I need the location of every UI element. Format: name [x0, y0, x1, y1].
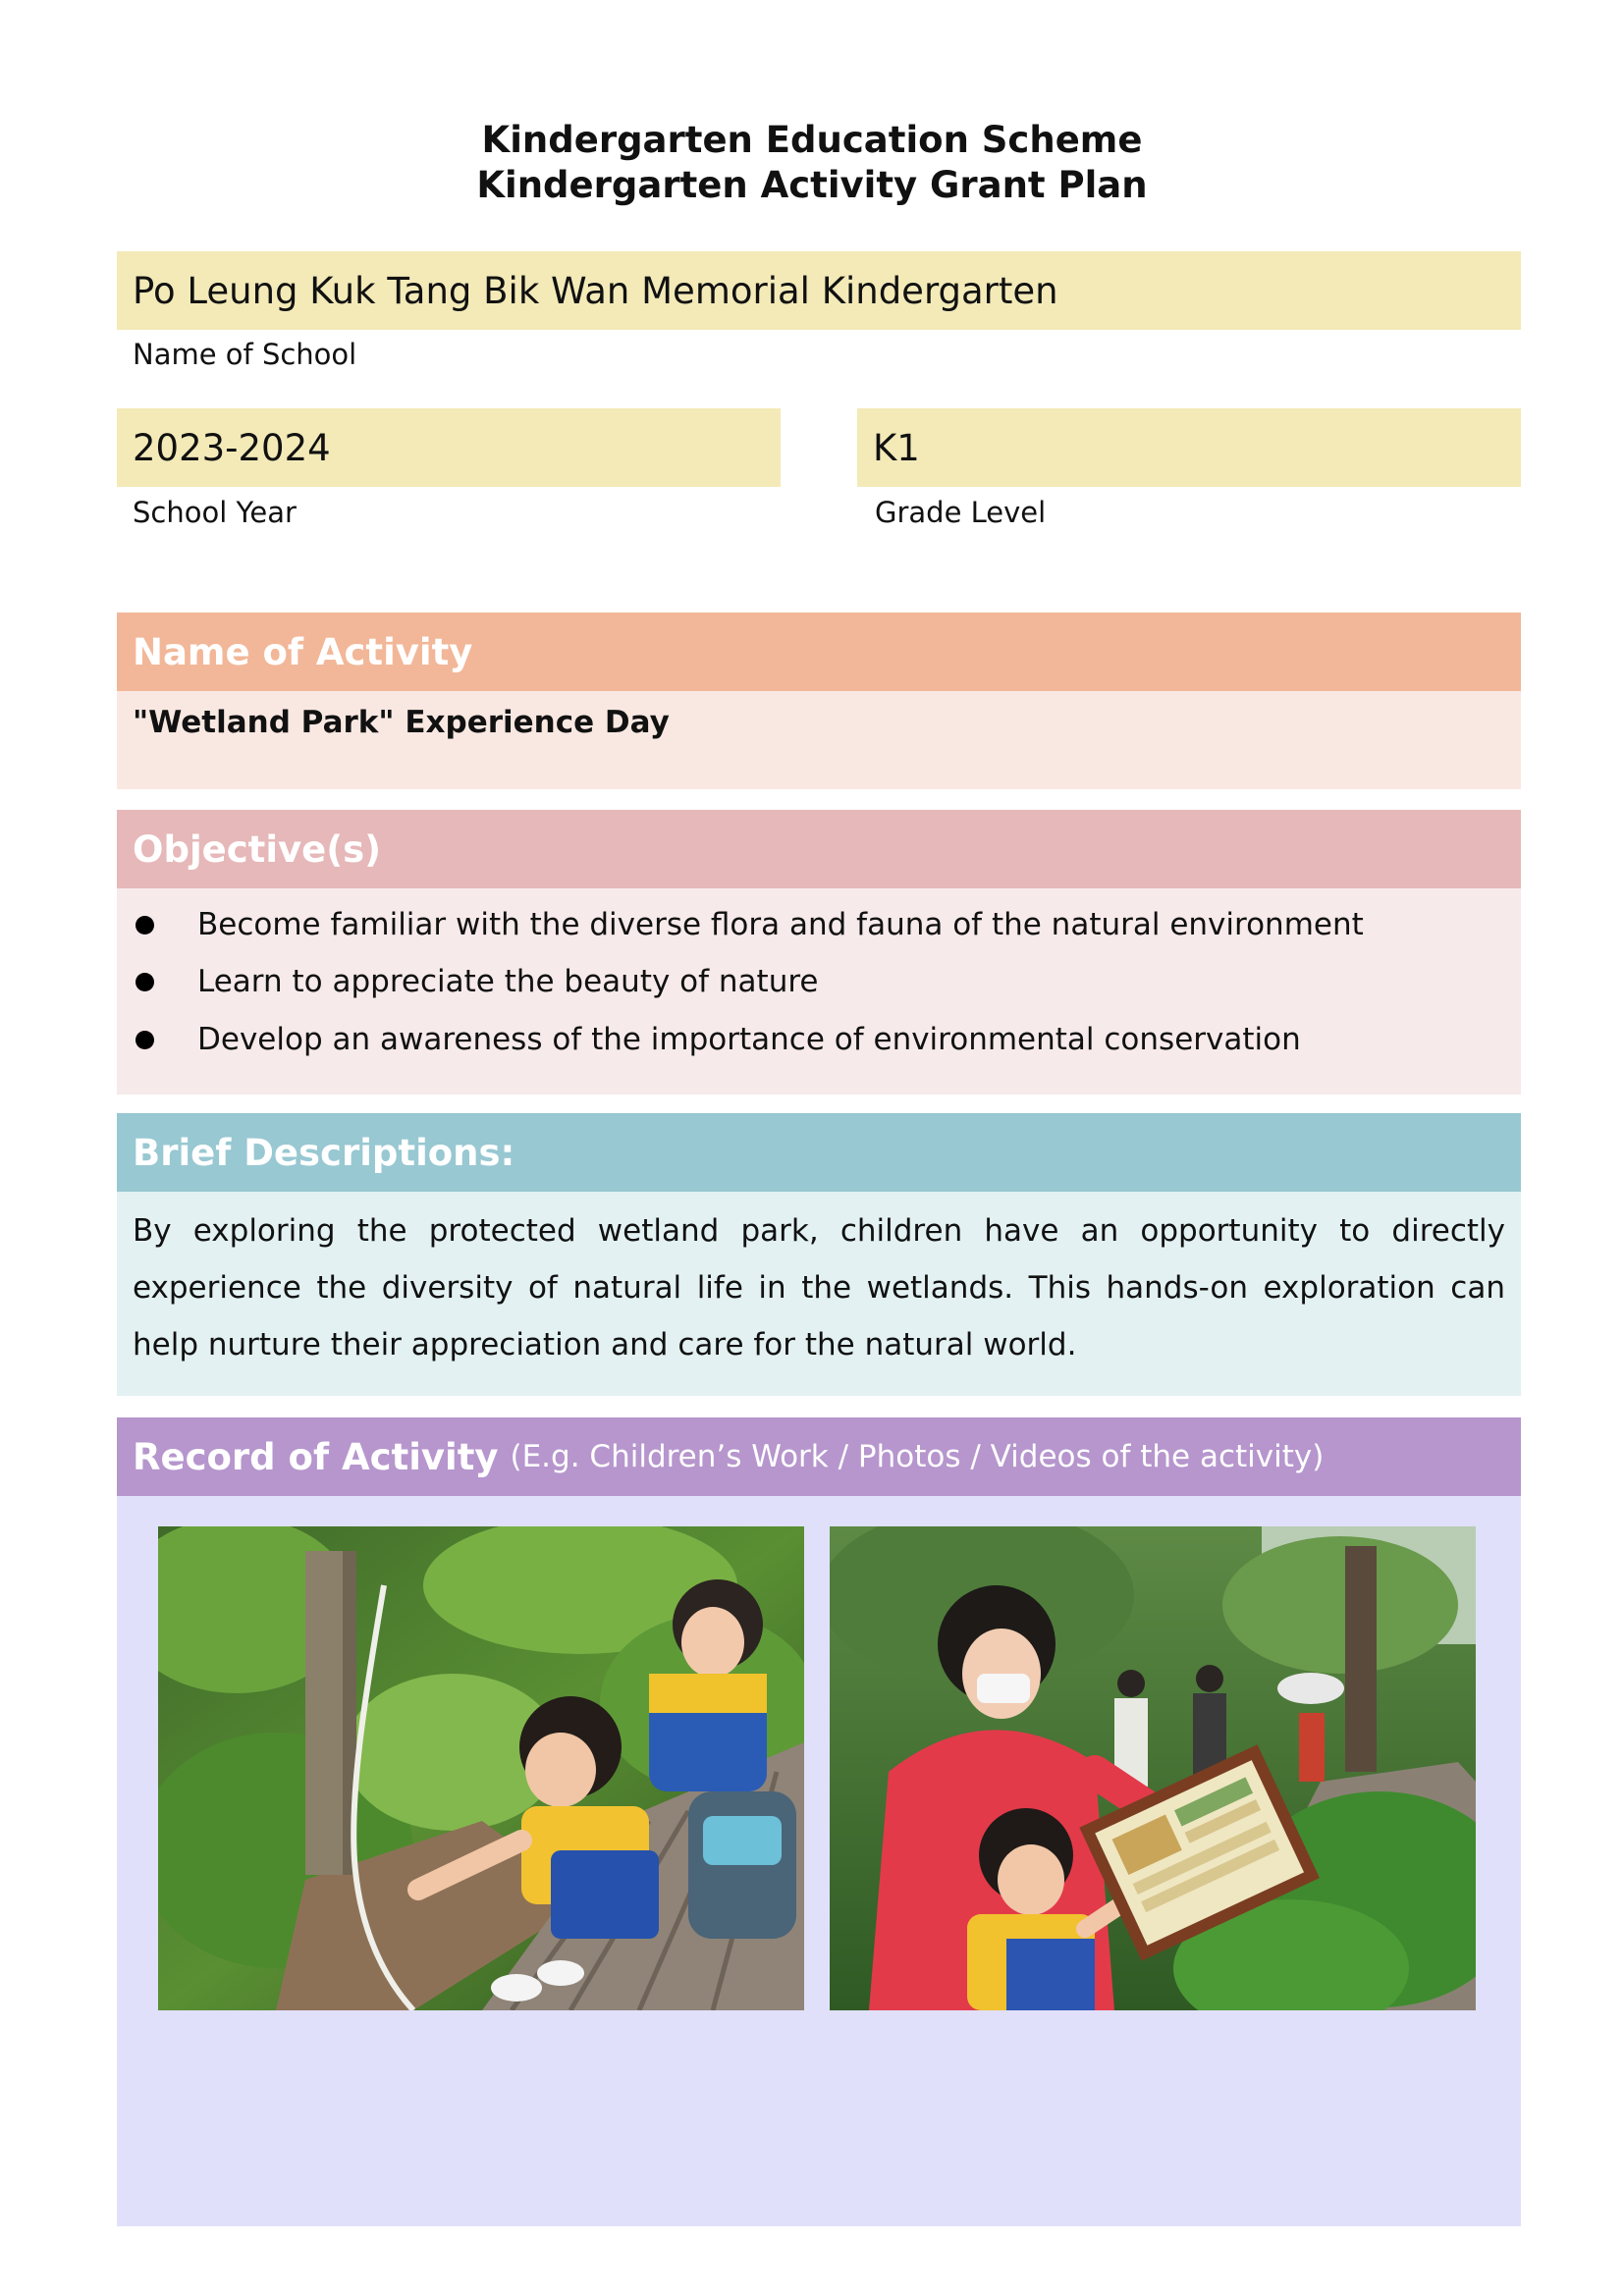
activity-photo-signboard: [830, 1526, 1476, 2010]
objective-item: [117, 953, 1521, 1010]
activity-name: "Wetland Park" Experience Day: [133, 705, 670, 740]
brief-heading-label: Brief Descriptions:: [133, 1131, 515, 1174]
bullet-icon: [135, 1031, 154, 1049]
school-name-field: [117, 251, 1521, 330]
activity-heading-label: Name of Activity: [133, 630, 473, 673]
activity-panel: [117, 691, 1521, 789]
brief-panel: [117, 1192, 1521, 1396]
school-name-value: Po Leung Kuk Tang Bik Wan Memorial Kindergarten: [133, 269, 1058, 312]
objectives-heading-label: Objective(s): [133, 828, 382, 871]
school-name-label: Name of School: [133, 338, 357, 371]
school-year-label: School Year: [133, 496, 297, 529]
grade-level-value: K1: [873, 426, 920, 469]
grade-level-field: [857, 408, 1521, 487]
objective-item: [117, 896, 1521, 953]
objective-text: Develop an awareness of the importance of environmental conservation: [197, 1022, 1301, 1057]
bullet-icon: [135, 916, 154, 934]
activity-heading: [117, 613, 1521, 691]
activity-photo-boardwalk: [158, 1526, 804, 2010]
brief-heading: [117, 1113, 1521, 1192]
grade-level-label: Grade Level: [875, 496, 1047, 529]
document-title-line2: Kindergarten Activity Grant Plan: [476, 164, 1148, 206]
objective-text: Become familiar with the diverse flora and fauna of the natural environment: [197, 907, 1364, 942]
school-year-value: 2023-2024: [133, 426, 331, 469]
record-heading: [117, 1417, 1521, 1496]
record-subheading: (E.g. Children’s Work / Photos / Videos of the activity): [510, 1439, 1325, 1474]
document-title-line1: Kindergarten Education Scheme: [481, 119, 1143, 161]
school-year-field: [117, 408, 781, 487]
objective-item: [117, 1011, 1521, 1068]
record-heading-label: Record of Activity: [133, 1435, 499, 1478]
objective-text: Learn to appreciate the beauty of nature: [197, 964, 819, 999]
brief-text: By exploring the protected wetland park, children have an opportunity to directly experience the diversity of natural life in the wetlands. This hands-on exploration can help nurture their appreciation and care for the natural world.: [133, 1213, 1505, 1362]
bullet-icon: [135, 973, 154, 991]
objectives-heading: [117, 810, 1521, 888]
objectives-panel: [117, 888, 1521, 1095]
